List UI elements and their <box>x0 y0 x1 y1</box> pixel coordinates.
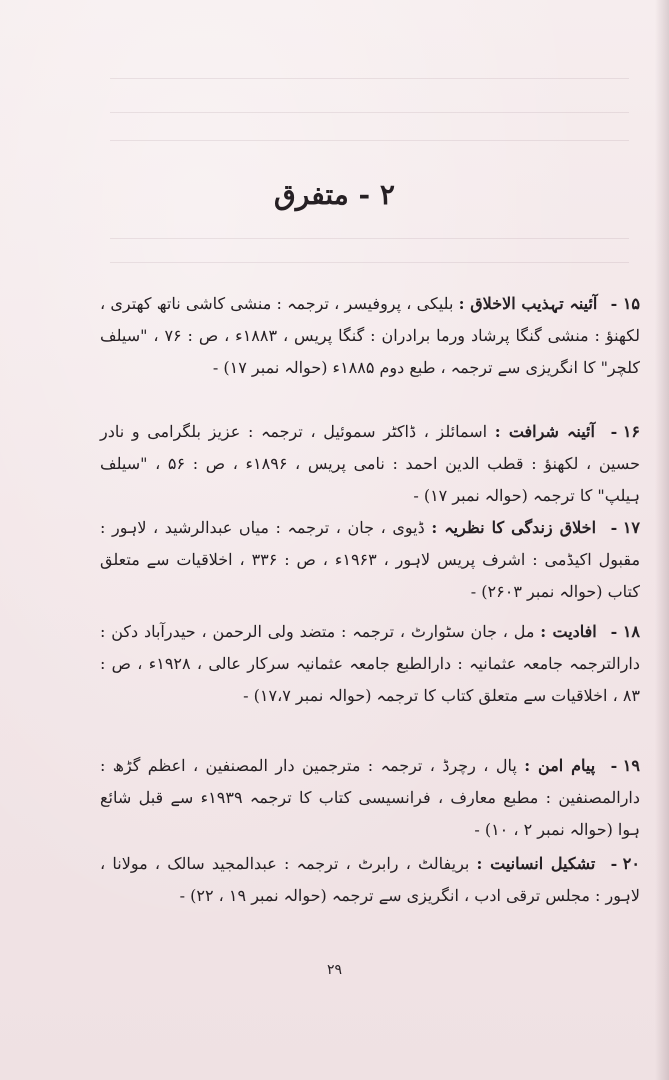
entry-title: آئینہ تہذیب الاخلاق : <box>458 294 598 313</box>
entry-details: بلیکی ، پروفیسر ، ترجمہ : منشی کاشی ناتھ کھتری ، لکھنؤ : منشی گنگا پرشاد ورما برادران : گنگا پریس ، ۱۸۸۳ء ، ص : ۷۶ ، "سیلف کلچر" کا انگریزی سے ترجمہ ، طبع دوم ۱۸۸۵ء (حوالہ نمبر ۱۷) - <box>100 294 640 377</box>
entry-number: ۱۵ - <box>610 294 640 313</box>
entry-number: ۱۶ - <box>610 422 640 441</box>
bibliography-entry <box>100 512 640 608</box>
entry-details: بریفالٹ ، رابرٹ ، ترجمہ : عبدالمجید سالک ، مولانا ، لاہور : مجلس ترقی ادب ، انگریزی سے ترجمہ (حوالہ نمبر ۱۹ ، ۲۲) - <box>100 854 640 905</box>
entry-number: ۱۸ - <box>610 622 640 641</box>
entry-details: پال ، رچرڈ ، ترجمہ : مترجمین دار المصنفین ، اعظم گڑھ : دارالمصنفین : مطبع معارف ، فرانسیسی کتاب کا ترجمہ ۱۹۳۹ء سے قبل شائع ہوا (حوالہ نمبر ۲ ، ۱۰) - <box>100 756 641 839</box>
bibliography-entry <box>100 416 640 512</box>
entry-number: ۱۷ - <box>610 518 640 537</box>
entry-details: ڈیوی ، جان ، ترجمہ : میاں عبدالرشید ، لاہور : مقبول اکیڈمی : اشرف پریس لاہور ، ۱۹۶۳ء ، ص : ۳۳۶ ، اخلاقیات سے متعلق کتاب (حوالہ نمبر ۲۶۰۳) - <box>100 518 641 601</box>
entry-number: ۱۹ - <box>610 756 640 775</box>
bleed-through-line <box>110 238 629 253</box>
bleed-through-line <box>110 262 629 277</box>
bleed-through-line <box>110 112 629 127</box>
page-edge-shadow <box>655 0 669 1080</box>
bibliography-entry <box>100 616 640 712</box>
section-title: ۲ - متفرق <box>274 178 395 211</box>
page-number: ۲۹ <box>326 962 343 978</box>
entry-title: اخلاق زندگی کا نظریہ : <box>431 518 597 537</box>
bleed-through-line <box>110 140 629 155</box>
bibliography-entry <box>100 288 640 384</box>
entry-details: مل ، جان سٹوارٹ ، ترجمہ : متضد ولی الرحمن ، حیدرآباد دکن : دارالترجمہ جامعہ عثمانیہ : دارالطبع جامعہ عثمانیہ سرکار عالی ، ۱۹۲۸ء ، ص : ۸۳ ، اخلاقیات سے متعلق کتاب کا ترجمہ (حوالہ نمبر ۱۷،۷) - <box>100 622 640 705</box>
entry-title: آئینہ شرافت : <box>494 422 595 441</box>
entry-title: پیام امن : <box>524 756 596 775</box>
bleed-through-line <box>110 78 629 93</box>
entry-title: تشکیل انسانیت : <box>476 854 596 873</box>
entry-title: افادیت : <box>540 622 597 641</box>
bibliography-entry <box>100 750 640 846</box>
bibliography-entry <box>100 848 640 912</box>
entry-number: ۲۰ - <box>610 854 640 873</box>
entry-details: اسمائلز ، ڈاکٹر سموئیل ، ترجمہ : عزیز بلگرامی و نادر حسین ، لکھنؤ : قطب الدین احمد : نامی پریس ، ۱۸۹۶ء ، ص : ۵۶ ، "سیلف ہیلپ" کا ترجمہ (حوالہ نمبر ۱۷) - <box>100 422 641 505</box>
